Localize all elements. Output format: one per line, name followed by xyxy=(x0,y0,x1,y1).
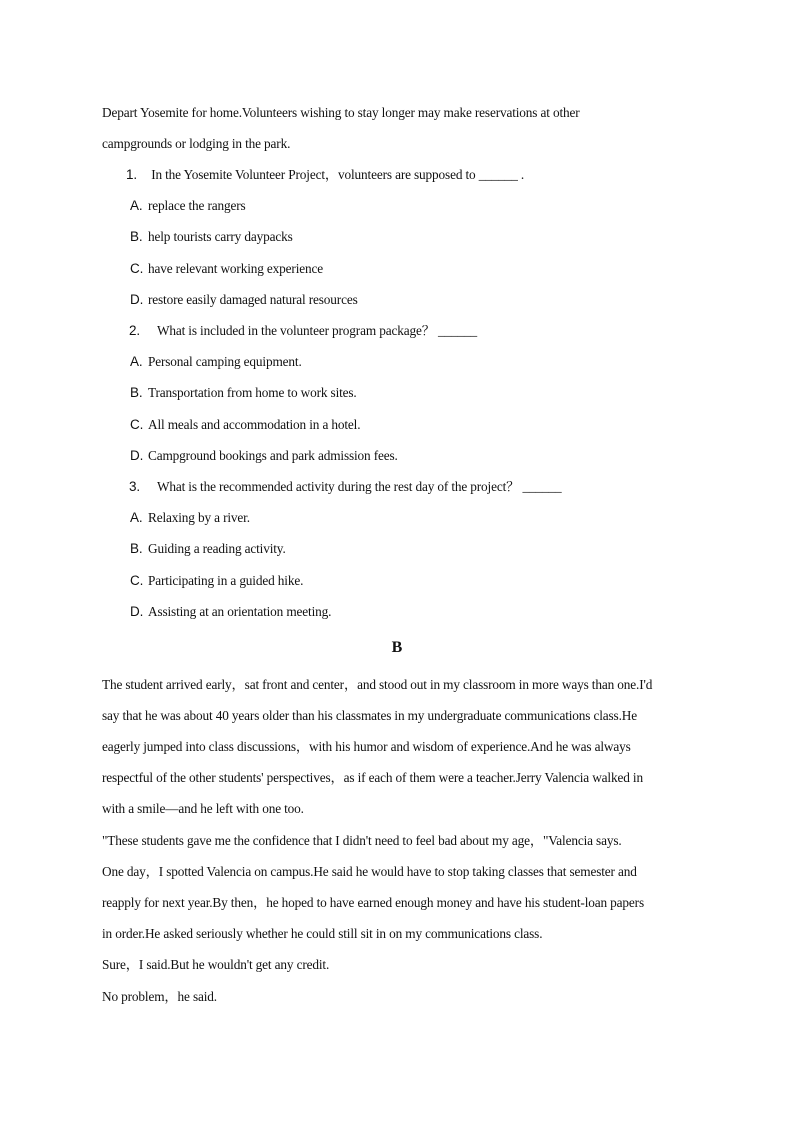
passage-line: Sure，I said.But he wouldn't get any credit. xyxy=(102,957,330,972)
question-2-option-b xyxy=(130,385,730,401)
question-3-option-a xyxy=(130,510,730,526)
option-letter: B. xyxy=(130,229,143,244)
option-letter: B. xyxy=(130,385,143,400)
option-text: Assisting at an orientation meeting. xyxy=(148,604,332,619)
intro-line-1: Depart Yosemite for home.Volunteers wishing to stay longer may make reservations at other xyxy=(102,105,580,120)
option-letter: C. xyxy=(130,417,144,432)
question-number: 3. xyxy=(129,479,140,494)
question-text: What is the recommended activity during the rest day of the project？ ______ xyxy=(156,479,562,494)
intro-line-2: campgrounds or lodging in the park. xyxy=(102,136,291,151)
passage-line: One day，I spotted Valencia on campus.He said he would have to stop taking classes that semester and xyxy=(102,864,637,879)
option-letter: D. xyxy=(130,292,144,307)
option-letter: D. xyxy=(130,604,144,619)
passage-line: reapply for next year.By then，he hoped to have earned enough money and have his student-loan papers xyxy=(102,895,644,910)
passage-line: The student arrived early，sat front and center，and stood out in my classroom in more ways than one.I'd xyxy=(102,677,653,692)
option-text: Transportation from home to work sites. xyxy=(148,385,357,400)
question-2 xyxy=(129,323,729,339)
option-text: All meals and accommodation in a hotel. xyxy=(148,417,361,432)
question-1-option-b xyxy=(130,229,730,245)
option-text: Participating in a guided hike. xyxy=(148,573,304,588)
question-2-option-d xyxy=(130,448,730,464)
question-2-option-c xyxy=(130,417,730,433)
question-number: 2. xyxy=(129,323,140,338)
option-letter: C. xyxy=(130,573,144,588)
question-text: What is included in the volunteer program package？ ______ xyxy=(156,323,478,338)
question-3-option-b xyxy=(130,541,730,557)
question-1-option-c xyxy=(130,261,730,277)
question-1-option-d xyxy=(130,292,730,308)
passage-line: respectful of the other students' perspectives，as if each of them were a teacher.Jerry Valencia walked in xyxy=(102,770,643,785)
passage-line: in order.He asked seriously whether he could still sit in on my communications class. xyxy=(102,926,543,941)
question-3 xyxy=(129,479,729,495)
option-text: have relevant working experience xyxy=(148,261,323,276)
section-heading: B xyxy=(391,639,403,656)
option-text: Guiding a reading activity. xyxy=(148,541,286,556)
option-text: Personal camping equipment. xyxy=(148,354,302,369)
question-number: 1. xyxy=(126,167,137,182)
option-text: restore easily damaged natural resources xyxy=(148,292,358,307)
option-letter: D. xyxy=(130,448,144,463)
question-3-option-c xyxy=(130,573,730,589)
option-letter: A. xyxy=(130,354,143,369)
question-2-option-a xyxy=(130,354,730,370)
option-text: replace the rangers xyxy=(148,198,246,213)
question-1 xyxy=(126,167,726,183)
option-letter: B. xyxy=(130,541,143,556)
passage-line: "These students gave me the confidence that I didn't need to feel bad about my age，"Valencia says. xyxy=(102,833,622,848)
option-text: Campground bookings and park admission fees. xyxy=(148,448,398,463)
passage-line: No problem，he said. xyxy=(102,989,217,1004)
passage-line: with a smile—and he left with one too. xyxy=(102,801,304,816)
passage-line: eagerly jumped into class discussions，with his humor and wisdom of experience.And he was always xyxy=(102,739,631,754)
option-letter: C. xyxy=(130,261,144,276)
option-text: Relaxing by a river. xyxy=(148,510,250,525)
option-text: help tourists carry daypacks xyxy=(148,229,293,244)
passage-line: say that he was about 40 years older than his classmates in my undergraduate communications class.He xyxy=(102,708,637,723)
option-letter: A. xyxy=(130,198,143,213)
option-letter: A. xyxy=(130,510,143,525)
question-text: In the Yosemite Volunteer Project，volunteers are supposed to ______ . xyxy=(151,167,525,182)
question-1-option-a xyxy=(130,198,730,214)
question-3-option-d xyxy=(130,604,730,620)
